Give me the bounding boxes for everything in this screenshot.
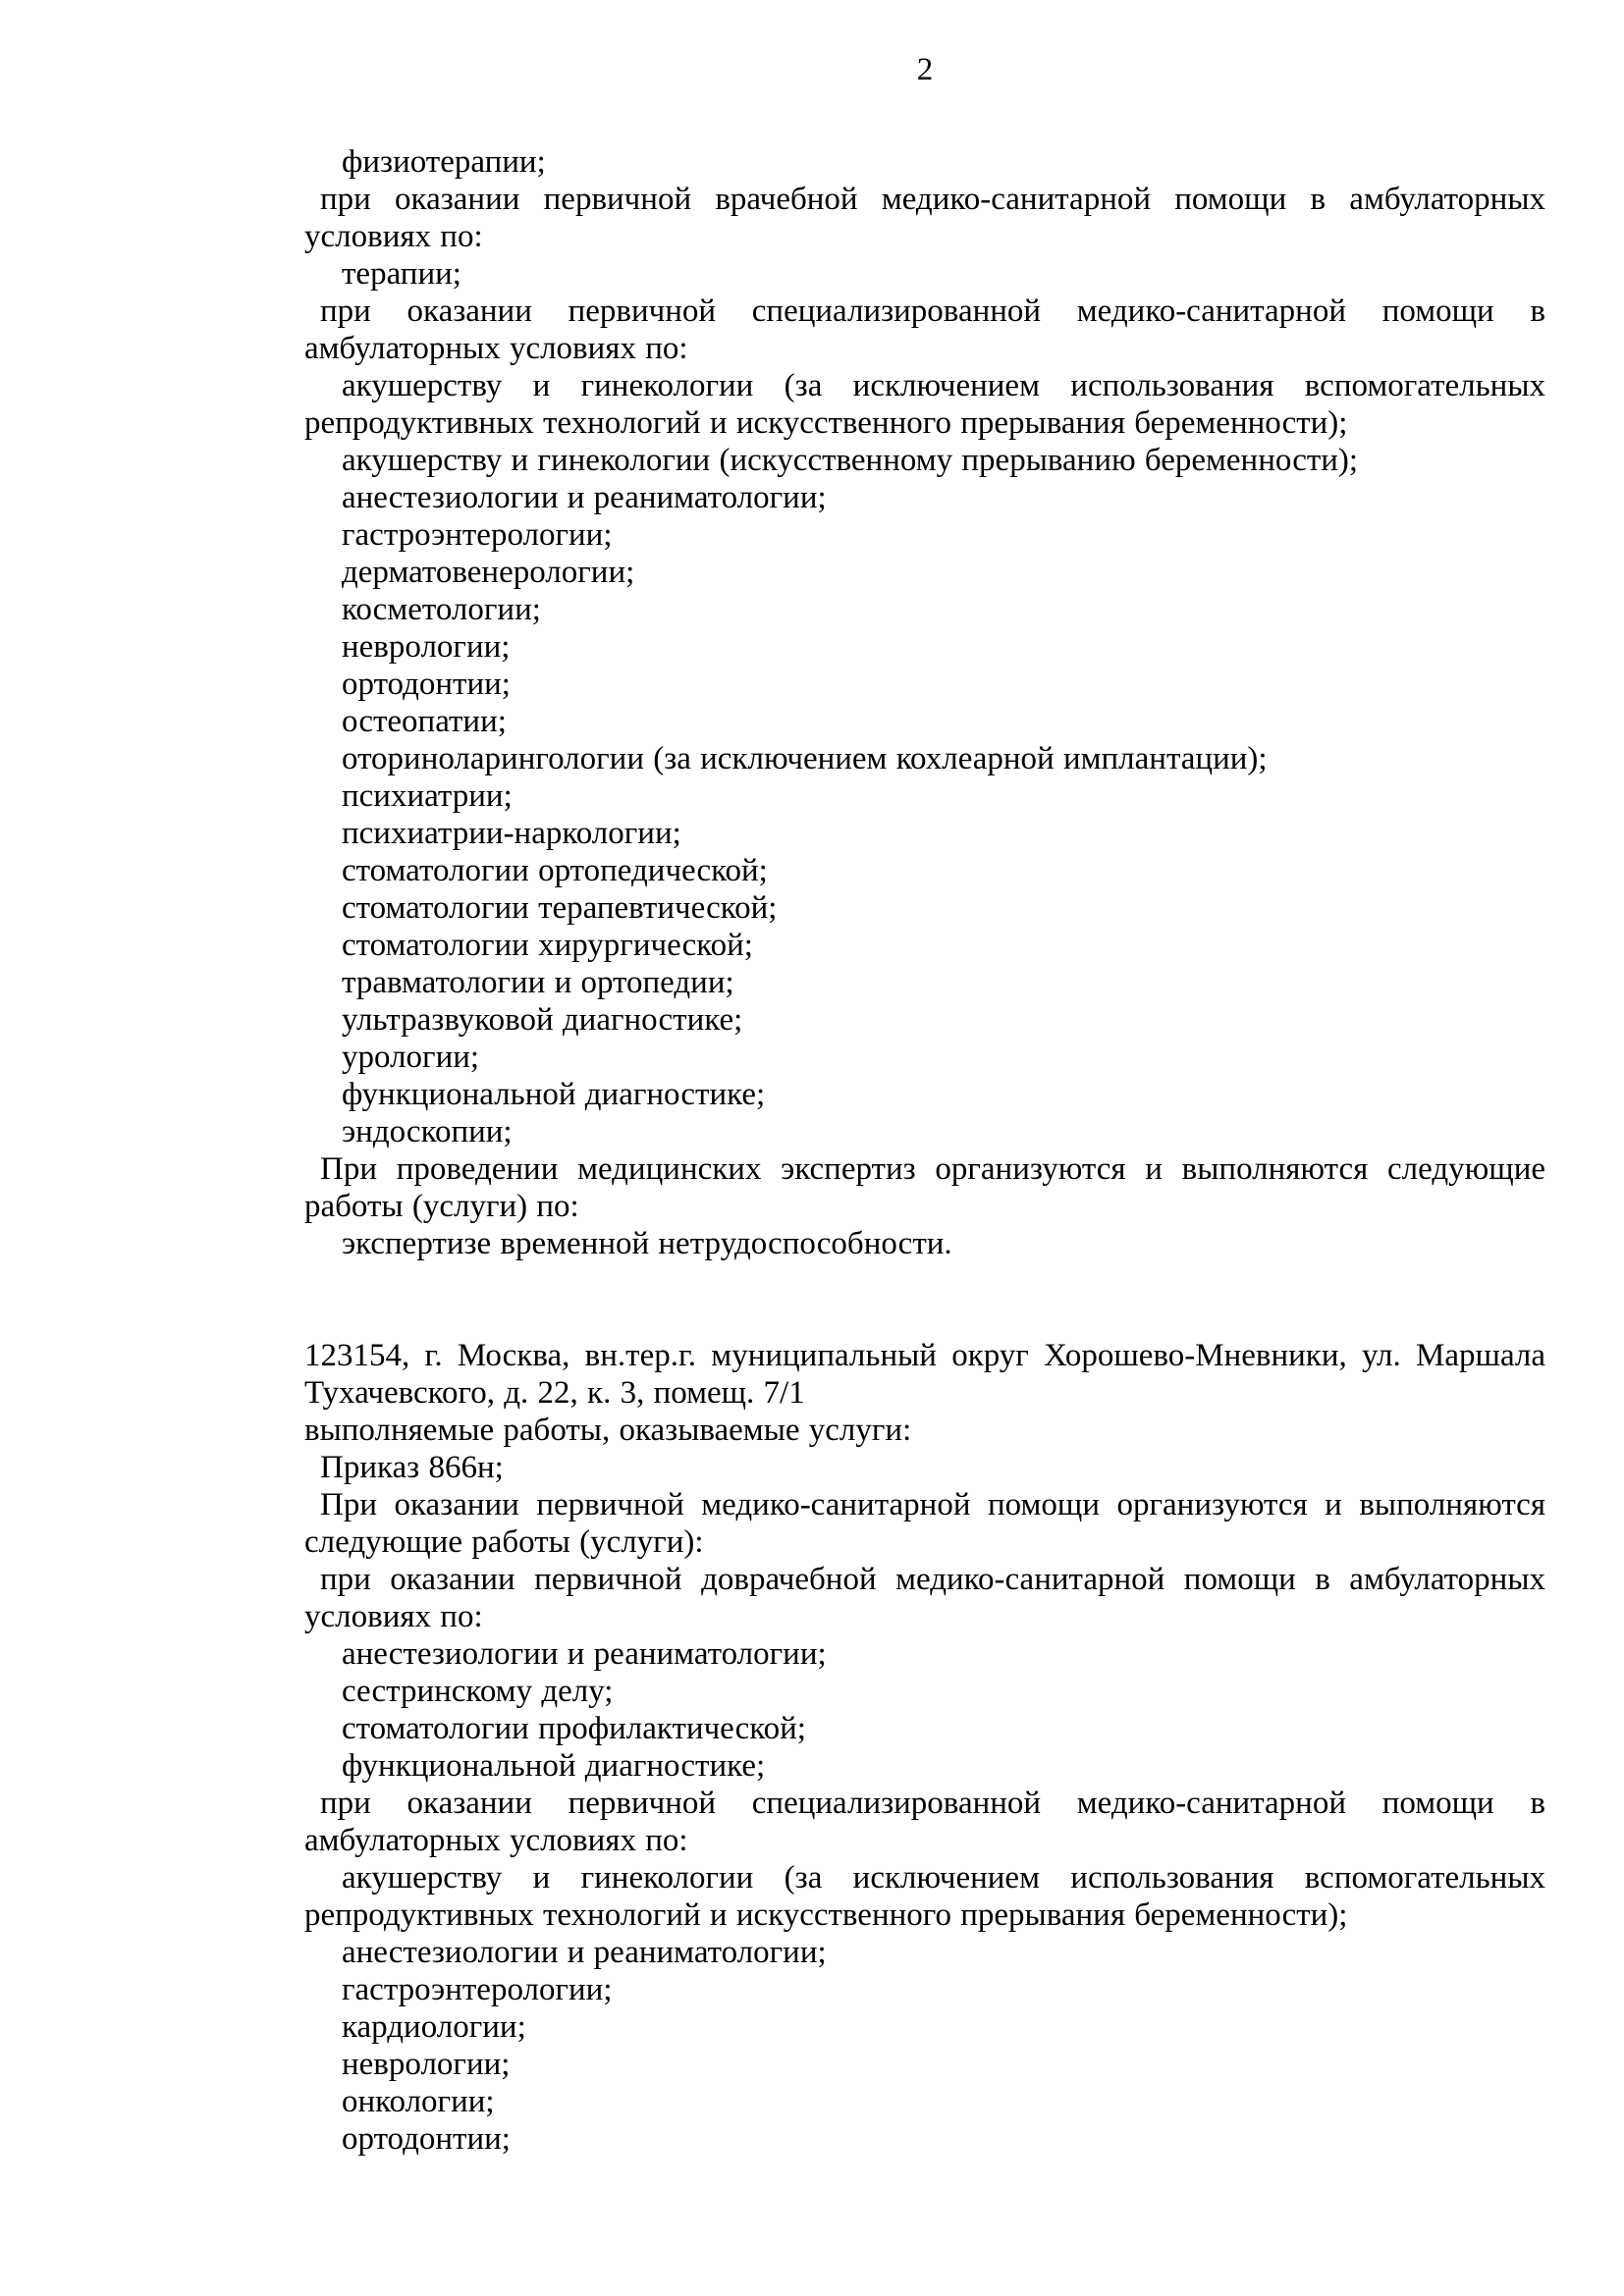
paragraph-line: ультразвуковой диагностике; (342, 1002, 743, 1038)
paragraph-line: акушерству и гинекологии (за исключением использования вспомогательных репродуктивных технологий и искусственного прерывания беременности); (304, 368, 1545, 441)
paragraph-line: стоматологии ортопедической; (342, 853, 768, 888)
paragraph-line: стоматологии терапевтической; (342, 890, 778, 926)
paragraph-line: при оказании первичной специализированной медико-санитарной помощи в амбулаторных условиях по: (304, 1786, 1545, 1858)
page-number: 2 (916, 52, 934, 87)
paragraph-line: терапии; (342, 256, 461, 292)
paragraph-line: Приказ 866н; (320, 1450, 504, 1485)
paragraph-line: косметологии; (342, 592, 541, 627)
paragraph-line: стоматологии профилактической; (342, 1711, 806, 1746)
document-body (304, 143, 1545, 2158)
paragraph-line: функциональной диагностике; (342, 1748, 766, 1784)
paragraph-line: ортодонтии; (342, 2121, 511, 2157)
paragraph-line: При оказании первичной медико-санитарной помощи организуются и выполняются следующие работы (услуги): (304, 1487, 1545, 1560)
paragraph-line: эндоскопии; (342, 1114, 513, 1149)
paragraph-line: функциональной диагностике; (342, 1077, 766, 1112)
paragraph-line: стоматологии хирургической; (342, 928, 753, 963)
paragraph-line: психиатрии-наркологии; (342, 816, 681, 851)
paragraph-line: оториноларингологии (за исключением кохлеарной имплантации); (342, 741, 1268, 776)
paragraph-line: 123154, г. Москва, вн.тер.г. муниципальный округ Хорошево-Мневники, ул. Маршала Тухачевского, д. 22, к. 3, помещ. 7/1 (304, 1338, 1545, 1411)
paragraph-line: анестезиологии и реаниматологии; (342, 1636, 827, 1672)
paragraph-line: остеопатии; (342, 704, 507, 739)
paragraph-line: акушерству и гинекологии (за исключением использования вспомогательных репродуктивных технологий и искусственного прерывания беременности); (304, 1860, 1545, 1933)
paragraph-line: выполняемые работы, оказываемые услуги: (304, 1413, 912, 1448)
paragraph-line: неврологии; (342, 2047, 511, 2082)
paragraph-line: ортодонтии; (342, 667, 511, 702)
paragraph-line: кардиологии; (342, 2009, 526, 2045)
paragraph-line: акушерству и гинекологии (искусственному прерыванию беременности); (342, 443, 1359, 478)
paragraph-line: психиатрии; (342, 778, 513, 814)
paragraph-line: при оказании первичной доврачебной медико-санитарной помощи в амбулаторных условиях по: (304, 1562, 1545, 1634)
paragraph-line: при оказании первичной врачебной медико-санитарной помощи в амбулаторных условиях по: (304, 182, 1545, 254)
paragraph-line: дерматовенерологии; (342, 555, 635, 590)
paragraph-line: урологии; (342, 1040, 480, 1075)
paragraph-line: анестезиологии и реаниматологии; (342, 1935, 827, 1970)
paragraph-line: травматологии и ортопедии; (342, 965, 734, 1000)
paragraph-line: экспертизе временной нетрудоспособности. (342, 1226, 952, 1261)
paragraph-line: гастроэнтерологии; (342, 1972, 613, 2007)
paragraph-line: онкологии; (342, 2084, 495, 2119)
paragraph-line: физиотерапии; (342, 144, 546, 180)
paragraph-line: При проведении медицинских экспертиз организуются и выполняются следующие работы (услуги) по: (304, 1151, 1545, 1224)
paragraph-line: анестезиологии и реаниматологии; (342, 480, 827, 515)
paragraph-line: неврологии; (342, 629, 511, 665)
paragraph-line: гастроэнтерологии; (342, 517, 613, 553)
paragraph-line: при оказании первичной специализированной медико-санитарной помощи в амбулаторных условиях по: (304, 294, 1545, 366)
paragraph-line: сестринскому делу; (342, 1674, 614, 1709)
